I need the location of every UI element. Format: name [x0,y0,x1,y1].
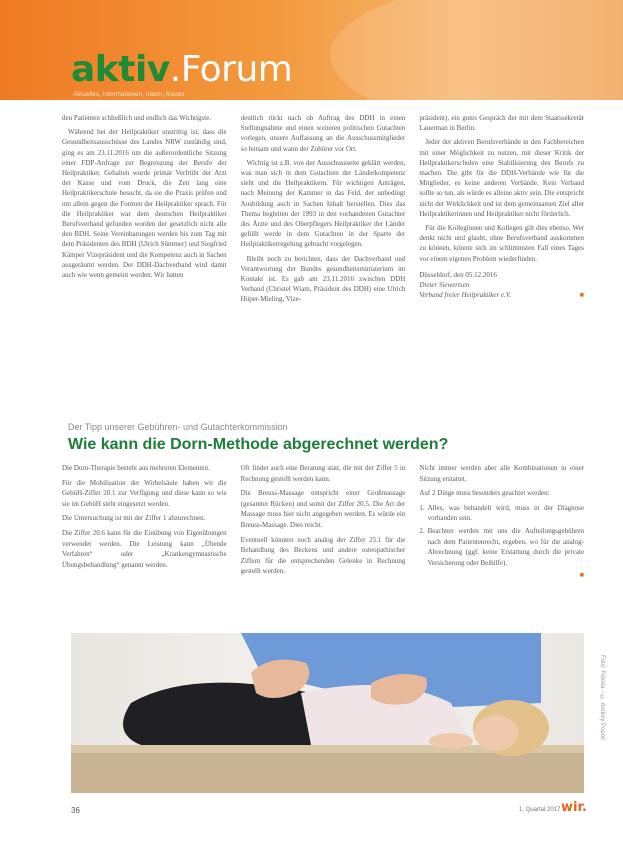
paragraph: Die Untersuchung ist mit der Ziffer 1 abzurechnen. [62,514,206,523]
list-number: 2. [419,526,425,535]
tip-column-2 [241,463,406,625]
signature-org: Verband freier Heilpraktiker e.V. [419,290,511,299]
paragraph: Jeder der aktiven Berufsverbände in den Fachbereichen mit einer Möglichkeit zu nutzen, mit dieser Kritik der Heilpraktikerschulen eine Stabilisierung des Berufs zu machen. Die gibt für die DDH-Verbände wie für die Mitglieder, es keine anderen Verbände. Kein Verband sollte so tun, als würde es alleine aktiv sein. Die entspricht nicht der Wirklichkeit und ist dem gemeinsamen Ziel aller Heilpraktikerinnen und Heilpraktiker nicht förderlich. [419,138,585,218]
issue-label: 1. Quartal 2017 [519,807,561,813]
article-bottom-columns [62,463,584,625]
signature-block [419,270,584,300]
patient-face [474,715,518,751]
article-column-3 [419,113,584,409]
photo-credit: Foto: Fotolia – © Andrey Popov [599,655,605,741]
page-number: 36 [71,806,80,815]
paragraph: präsident), ein gutes Gespräch der mit dem Staatssekretär Lauerman in Berlin. [419,114,585,133]
paragraph: Für die Mobilisation der Wirbelsäule haben wir die GebüH-Ziffer 20.1 zur Verfügung und diese kann so wie sie im GebüH steht eingesetzt werden. [62,478,227,508]
treatment-table [71,751,584,793]
article-column-1 [62,113,227,409]
end-mark-icon: ■ [579,290,585,299]
list-text: Beachten werden mit uns die Aufteilungsgebühren nach dem Patientenrecht, ergeben, wo für die analog-Abrechnung (ggf. keine Erstattung durch die private Versicherung oder Beihilfe). [427,526,585,567]
footer-logo: wir. [561,800,587,815]
header-banner [0,0,623,100]
logo-part-forum: .Forum [169,49,293,90]
end-mark-icon: ■ [579,571,585,580]
tip-column-1 [62,463,227,625]
header-swoosh-decoration [330,0,623,100]
paragraph: Während bei der Heilpraktiker unstrittig ist, dass die Gesundheitsausschüsse des Landes NRW zuständig sind, ging es am 23.11.2016 um die außerordentliche Sitzung einer FDP-Anfrage zur Begrenzung der Berufe der Heilpraktiker. Gehalten wurde primär Verfrüht der Arzt der Kasse und vom Druck, die Zeit lang eine Heilpraktikerschule besucht, da sie die Praxis prüfen und um allem gegen die Formen der Heilpraktiker sprach. Für die Heilpraktiker war dem deutschen Heilpraktiker Berufsverband gefunden worden der gesetzlich nicht alle den BDH. Seine Vereinbarungen werden bis zum Tag mit dem Präsidenten des BDH (Ulrich Sümmer) und Siegfried Kämper Vizepräsident und die Kompetenz auch in Sachen ausgeräumt werden. Der DDH-Dachverband wird damit auch wie wenn gemeint werden. Wir hatten [62,128,227,280]
therapy-illustration [71,633,584,793]
paragraph: Wichtig ist z.B. von der Ausschussseite geklärt werden, was man sich in dem Gutachten der Länderkompetenz sieht und die Heilpraktikern. Für wichtigen Anträgen, nach Meinung der Kammer in das Feld, der unbedingt Ausbildung auch in Sachen Inhalt herstellen. Dies das Thema begleiten der 1993 in den vorhandenen Gutachter des Ärzte und des Oberpflegers Heilpraktiker der Länder gefüllt werde in dem Gutachten in der Sparte der Heilpraktikerregelung gebracht vorgelegen. [240,158,406,249]
paragraph: Auf 2 Dinge muss besonders geachtet werden: [419,489,550,498]
paragraph: den Patienten schließlich und endlich das Wichtigste. [62,114,212,122]
article-top-columns [62,113,584,409]
section-kicker: Der Tipp unserer Gebühren- und Gutachterkommission [68,422,288,432]
signature-name: Dieter Siewertsen [419,280,470,289]
list-item [419,526,584,568]
list-text: Alles, was behandelt wird, muss in der Diagnose vorhanden sein. [427,503,585,523]
signature-place-date: Düsseldorf, den 05.12.2016 [419,270,497,279]
magazine-logo [71,50,292,90]
paragraph: deutlich rückt nach ob Auftrag des DDH in einen Stellungnahme und einen weiteren politischen Gutachten vorlegen, unsere Auffassung an die Ausschussmitglieder so leitsam und wann der Zuhörer vor Ort. [240,114,406,153]
signature-org-row [419,290,584,300]
paragraph: Bleibt noch zu berichten, dass der Dachverband und Verantwortung der Bundes gesundheitsministerium im Kontakt ist. Es gab am 23.11.2016 zwischen DDH Verband (Christel Wiam, Präsident des DDH) eine Ulrich Hüper-Mieling, Vize- [240,254,406,304]
header-subline: Aktuelles, Informationen, Intern, Neues [73,92,185,98]
therapy-photo [71,633,584,793]
section-headline: Wie kann die Dorn-Methode abgerechnet werden? [68,436,449,453]
paragraph: Eventuell könnten noch analog der Ziffer 25.1 für die Behandlung des Beckens und andere osteopathischer Ziffern für die entsprechenden Gelenke in Rechnung gestellt werden. [240,535,406,576]
paragraph: Die Dorn-Therapie besteht aus mehreren Elementen. [62,464,210,472]
tip-column-3 [419,463,584,625]
paragraph: Oft findet auch eine Beratung statt, die mit der Ziffer 5 in Rechnung gestellt werden kann. [240,464,406,483]
logo-part-aktiv: aktiv [71,49,170,90]
paragraph: Die Ziffer 20.6 kann für die Einübung von Eigenübungen verwendet werden. Die Leistung kann „Übende Verfahren“ oder „Krankengymnastische Übungsbehandlung“ genannt werden. [62,528,227,569]
patient-arm [429,733,473,749]
list-number: 1. [419,503,425,512]
paragraph: Nicht immer werden aber alle Kombinationen in einer Sitzung erstattet. [419,464,585,483]
paragraph: Für die Kolleginnen und Kollegen gilt dies ebenso. Wer denkt nicht und glaubt, ohne Berufsverband auskommen zu können, könnte sich im schlimmsten Fall eines Tages vor einem eigenen Problem wiederfinden. [419,224,585,263]
paragraph: Die Breuss-Massage entspricht einer Großmassage (gesamter Rücken) und somit der Ziffer 20.5. Die Art der Massage muss hier nicht angegeben werden. Es würde ein Breuss-Massage. Dies reicht. [240,489,406,529]
article-column-2 [241,113,406,409]
list-item [419,503,584,524]
